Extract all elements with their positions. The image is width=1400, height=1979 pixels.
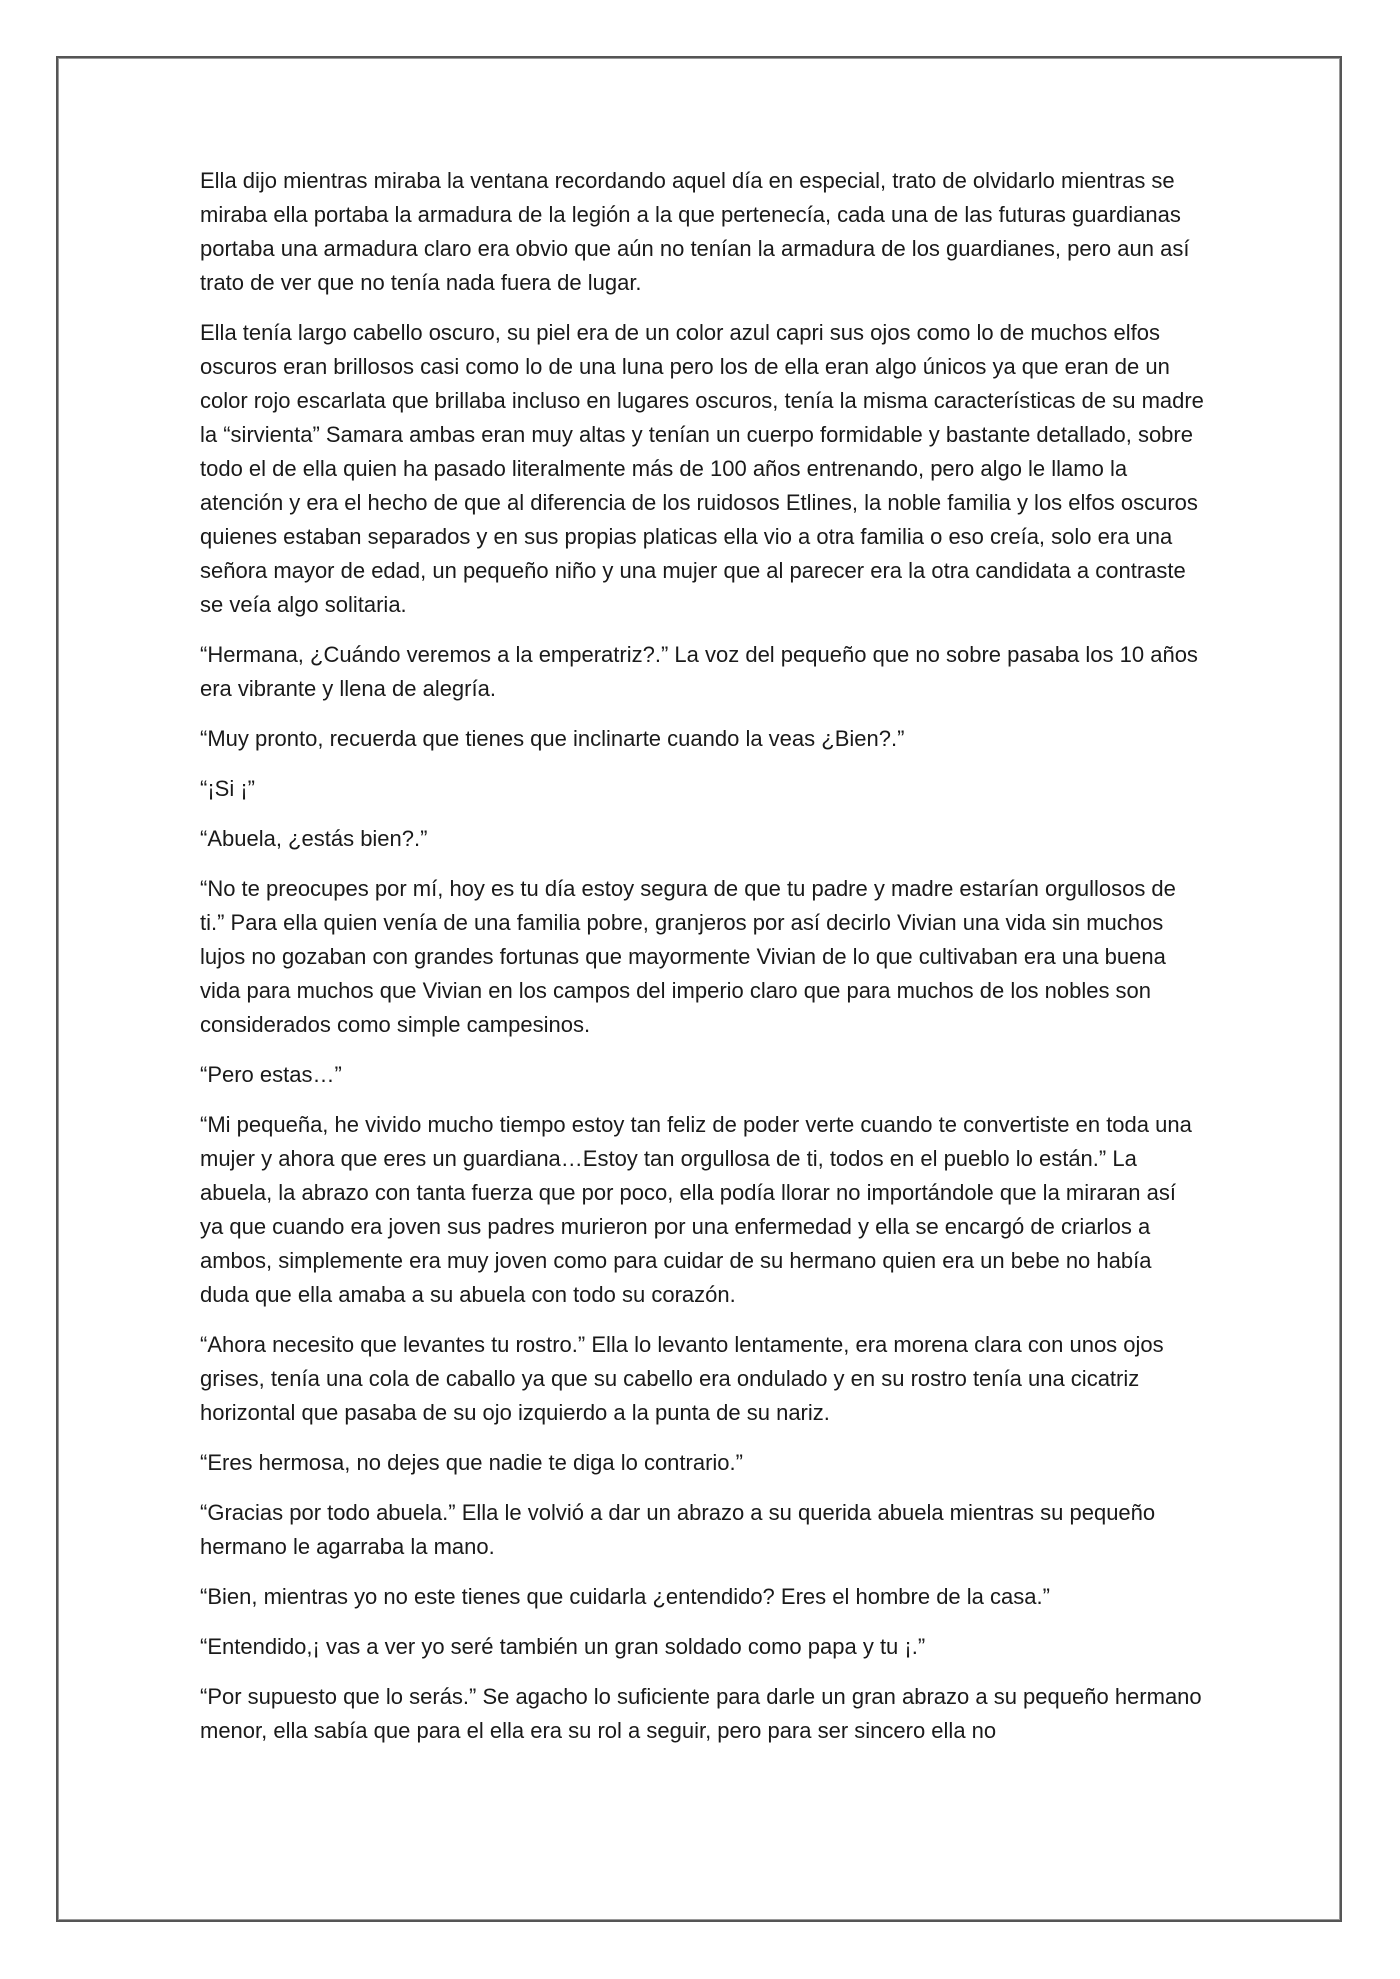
paragraph: “Muy pronto, recuerda que tienes que inclinarte cuando la veas ¿Bien?.”	[200, 726, 905, 751]
paragraph: “No te preocupes por mí, hoy es tu día estoy segura de que tu padre y madre estarían orgullosos de ti.” Para ella quien venía de una familia pobre, granjeros por así decirlo Vivian una vida sin muchos lujos no gozaban con grandes fortunas que mayormente Vivian de lo que cultivaban era una buena vida para muchos que Vivian en los campos del imperio claro que para muchos de los nobles son considerados como simple campesinos.	[200, 876, 1176, 1037]
paragraph: “Abuela, ¿estás bien?.”	[200, 826, 428, 851]
paragraph: “Bien, mientras yo no este tienes que cuidarla ¿entendido? Eres el hombre de la casa.”	[200, 1584, 1050, 1609]
paragraph: Ella dijo mientras miraba la ventana recordando aquel día en especial, trato de olvidarlo mientras se miraba ella portaba la armadura de la legión a la que pertenecía, cada una de las futuras guardianas portaba una armadura claro era obvio que aún no tenían la armadura de los guardianes, pero aun así trato de ver que no tenía nada fuera de lugar.	[200, 168, 1190, 295]
paragraph: Ella tenía largo cabello oscuro, su piel era de un color azul capri sus ojos como lo de muchos elfos oscuros eran brillosos casi como lo de una luna pero los de ella eran algo únicos ya que eran de un color rojo escarlata que brillaba incluso en lugares oscuros, tenía la misma características de su madre la “sirvienta” Samara ambas eran muy altas y tenían un cuerpo formidable y bastante detallado, sobre todo el de ella quien ha pasado literalmente más de 100 años entrenando, pero algo le llamo la atención y era el hecho de que al diferencia de los ruidosos Etlines, la noble familia y los elfos oscuros quienes estaban separados y en sus propias platicas ella vio a otra familia o eso creía, solo era una señora mayor de edad, un pequeño niño y una mujer que al parecer era la otra candidata a contraste se veía algo solitaria.	[200, 320, 1204, 617]
paragraph: “Entendido,¡ vas a ver yo seré también un gran soldado como papa y tu ¡.”	[200, 1634, 926, 1659]
paragraph: “Eres hermosa, no dejes que nadie te diga lo contrario.”	[200, 1450, 743, 1475]
paragraph: “Hermana, ¿Cuándo veremos a la emperatriz?.” La voz del pequeño que no sobre pasaba los 10 años era vibrante y llena de alegría.	[200, 642, 1198, 701]
paragraph: “Gracias por todo abuela.” Ella le volvió a dar un abrazo a su querida abuela mientras su pequeño hermano le agarraba la mano.	[200, 1500, 1156, 1559]
paragraph: “Mi pequeña, he vivido mucho tiempo estoy tan feliz de poder verte cuando te convertiste en toda una mujer y ahora que eres un guardiana…Estoy tan orgullosa de ti, todos en el pueblo lo están.” La abuela, la abrazo con tanta fuerza que por poco, ella podía llorar no importándole que la miraran así ya que cuando era joven sus padres murieron por una enfermedad y ella se encargó de criarlos a ambos, simplemente era muy joven como para cuidar de su hermano quien era un bebe no había duda que ella amaba a su abuela con todo su corazón.	[200, 1112, 1192, 1307]
document-body	[200, 164, 1205, 1764]
paragraph: “Ahora necesito que levantes tu rostro.” Ella lo levanto lentamente, era morena clara con unos ojos grises, tenía una cola de caballo ya que su cabello era ondulado y en su rostro tenía una cicatriz horizontal que pasaba de su ojo izquierdo a la punta de su nariz.	[200, 1332, 1164, 1425]
paragraph: “Por supuesto que lo serás.” Se agacho lo suficiente para darle un gran abrazo a su pequeño hermano menor, ella sabía que para el ella era su rol a seguir, pero para ser sincero ella no	[200, 1684, 1202, 1743]
paragraph: “Pero estas…”	[200, 1062, 342, 1087]
paragraph: “¡Si ¡”	[200, 776, 255, 801]
